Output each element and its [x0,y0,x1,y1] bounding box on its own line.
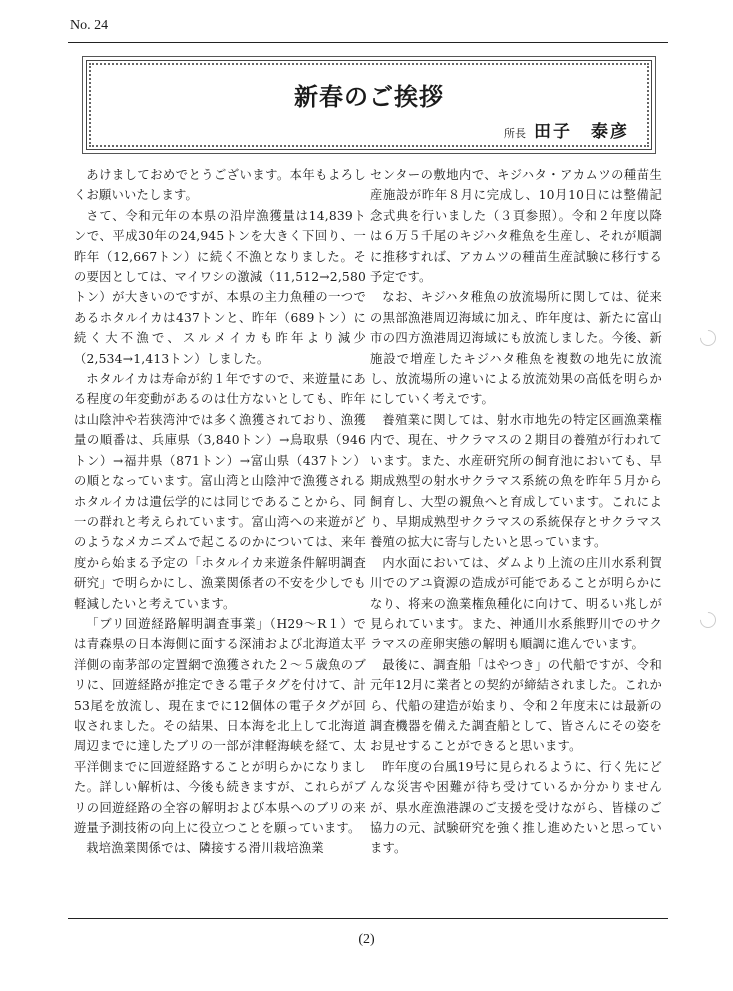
paragraph: 内水面においては、ダムより上流の庄川水系利賀川でのアユ資源の造成が可能であることが明らかになり、将来の漁業権魚種化に向けて、明るい兆しが見られています。また、神通川水系熊野川でのサクラマスの産卵実態の解明も順調に進んでいます。 [370,555,662,652]
paragraph: 栽培漁業関係では、隣接する滑川栽培漁業 [86,841,324,856]
issue-number: No. 24 [70,18,109,33]
title-box [86,60,652,150]
author-role: 所長 [504,127,526,140]
header-rule [68,42,668,43]
footer-rule [68,918,668,919]
paragraph: あけましておめでとうございます。本年もよろしくお願いいたします。 [74,168,366,203]
right-column [370,165,662,859]
left-column [74,165,366,859]
author-name: 田子 泰彦 [534,122,629,142]
author-line [504,117,629,142]
punch-hole-mark [697,609,720,632]
paragraph: 「ブリ回遊経路解明調査事業」（H29～R１）では青森県の日本海側に面する深浦および北海道太平洋側の南茅部の定置網で漁獲された２～５歳魚のブリに、回遊経路が推定できる電子タグを付けて、計53尾を放流し、現在までに12個体の電子タグが回収されました。その結果、日本海を北上して北海道周辺までに達したブリの一部が津軽海峡を経て、太平洋側までに回遊経路することが明らかになりました。詳しい解析は、今後も続きますが、これらがブリの回遊経路の全容の解明および本県へのブリの来遊量予測技術の向上に役立つことを願っています。 [74,616,366,835]
paragraph: 最後に、調査船「はやつき」の代船ですが、令和元年12月に業者との契約が締結されました。これから、代船の建造が始まり、令和２年度末には最新の調査機器を備えた調査船として、皆さんにその姿をお見せすることができると思います。 [370,657,662,754]
punch-hole-mark [697,327,720,350]
paragraph: 養殖業に関しては、射水市地先の特定区画漁業権内で、現在、サクラマスの２期目の養殖が行われています。また、水産研究所の飼育池においても、早期成熟型の射水サクラマス系統の魚を昨年５月から飼育し、大型の親魚へと育成しています。これにより、早期成熟型サクラマスの系統保存とサクラマス養殖の拡大に寄与したいと思っています。 [370,412,662,550]
paragraph: ホタルイカは寿命が約１年ですので、来遊量にある程度の年変動があるのは仕方ないとしても、昨年は山陰沖や若狭湾沖では多く漁獲されており、漁獲量の順番は、兵庫県（3,840トン）→鳥取県（946トン）→福井県（871トン）→富山県（437トン）の順となっています。富山湾と山陰沖で漁獲されるホタルイカは遺伝学的には同じであることから、同一の群れと考えられています。富山湾への来遊がどのようなメカニズムで起こるのかについては、来年度から始まる予定の「ホタルイカ来遊条件解明調査研究」で明らかにし、漁業関係者の不安を少しでも軽減したいと考えています。 [74,372,366,611]
page-number: (2) [358,932,375,947]
paragraph: 昨年度の台風19号に見られるように、行く先にどんな災害や困難が待ち受けているか分かりませんが、県水産漁港課のご支援を受けながら、皆様のご協力の元、試験研究を強く推し進めたいと思っています。 [370,759,662,856]
paragraph: センターの敷地内で、キジハタ・アカムツの種苗生産施設が昨年８月に完成し、10月10日には整備記念式典を行いました（３頁参照）。令和２年度以降は６万５千尾のキジハタ稚魚を生産し、それが順調に推移すれば、アカムツの種苗生産試験に移行する予定です。 [370,168,662,285]
paragraph: さて、令和元年の本県の沿岸漁獲量は14,839トンで、平成30年の24,945トンを大きく下回り、一昨年（12,667トン）に続く不漁となりました。その要因としては、マイワシの激減（11,512→2,580トン）が大きいのですが、本県の主力魚種の一つであるホタルイカは437トンと、昨年（689トン）に続く大不漁で、スルメイカも昨年より減少（2,534→1,413トン）しました。 [74,208,366,366]
article-title: 新春のご挨拶 [294,83,444,111]
paragraph: なお、キジハタ稚魚の放流場所に関しては、従来の黒部漁港周辺海域に加え、昨年度は、新たに富山市の四方漁港周辺海域にも放流しました。今後、新施設で増産したキジハタ稚魚を複数の地先に放流し、放流場所の違いによる放流効果の高低を明らかにしていく考えです。 [370,290,662,407]
